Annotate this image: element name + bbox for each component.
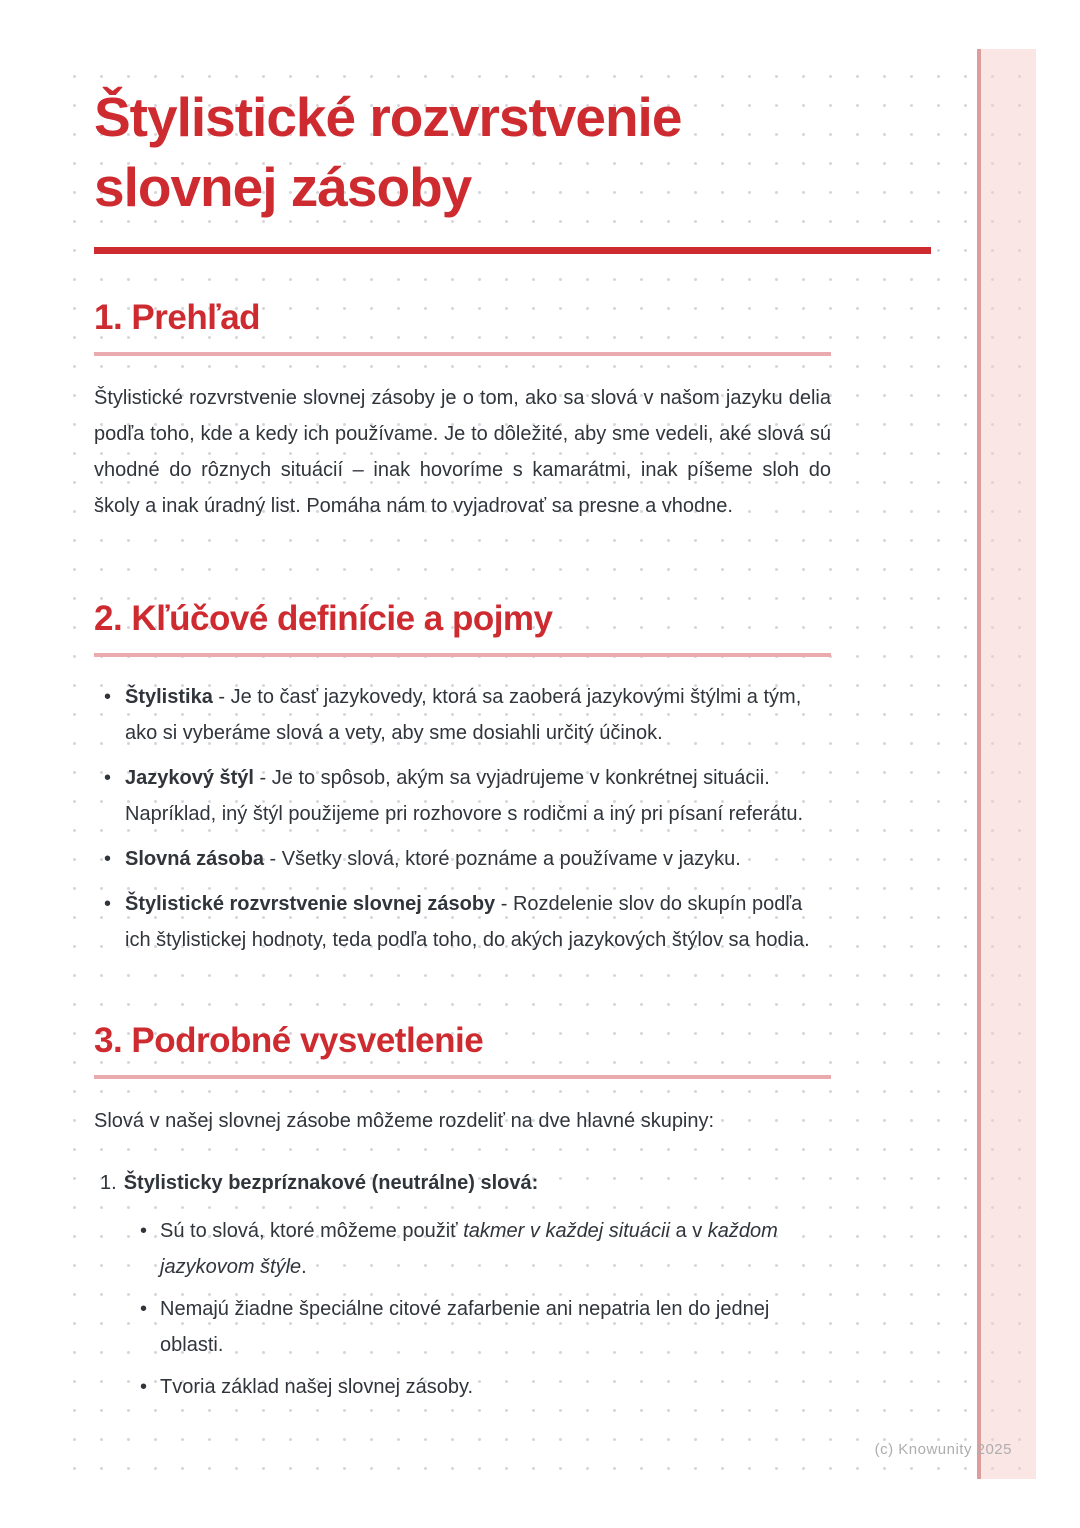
neutral-words-item [160, 1369, 831, 1405]
section-heading-definicie: 2. Kľúčové definície a pojmy [94, 599, 553, 638]
text-run: a v [669, 1220, 708, 1242]
definition-item: • Štylistika - Je to časť jazykovedy, ktorá sa zaoberá jazykovými štýlmi a tým, ako si vyberáme slová a vety, aby sme dosiahli určitý účinok. [125, 679, 831, 751]
right-accent-strip [977, 49, 1036, 1479]
definition-term: Štylistika [125, 686, 213, 708]
numbered-item-neutral-words [100, 1165, 931, 1201]
page-title-line-2: slovnej zásoby [94, 156, 472, 218]
text-run: . [301, 1256, 307, 1278]
text-run: Tvoria základ našej slovnej zásoby. [160, 1376, 474, 1398]
section-heading-underline [94, 653, 831, 657]
definition-item: • Štylistické rozvrstvenie slovnej zásoby - Rozdelenie slov do skupín podľa ich štylistickej hodnoty, teda podľa toho, do akých jazykových štýlov sa hodia. [125, 886, 831, 958]
definition-term: Štylistické rozvrstvenie slovnej zásoby [125, 893, 496, 915]
page-title [94, 82, 931, 222]
section-heading-prehlad: 1. Prehľad [94, 298, 261, 337]
watermark: (c) Knowunity 2025 [874, 1441, 1012, 1458]
numbered-item-label: Štylisticky bezpríznakové (neutrálne) slová: [123, 1172, 539, 1194]
section-heading-underline [94, 1075, 831, 1079]
italic-run: každom jazykovom štýle [160, 1220, 778, 1278]
page-title-line-1: Štylistické rozvrstvenie [94, 86, 682, 148]
section-heading-underline [94, 352, 831, 356]
definition-item: • Jazykový štýl - Je to spôsob, akým sa vyjadrujeme v konkrétnej situácii. Napríklad, iný štýl použijeme pri rozhovore s rodičmi a iný pri písaní referátu. [125, 760, 831, 832]
section-definicie [94, 598, 931, 958]
notes-sheet [49, 49, 1036, 1479]
definition-item: • Slovná zásoba - Všetky slová, ktoré poznáme a používame v jazyku. [125, 841, 831, 877]
definition-term: Jazykový štýl [125, 767, 254, 789]
section-prehlad [94, 297, 931, 524]
numbered-item-number: 1. [100, 1172, 117, 1194]
definition-term: Slovná zásoba [125, 848, 264, 870]
text-run: Nemajú žiadne špeciálne citové zafarbenie ani nepatria len do jednej oblasti. [160, 1298, 770, 1356]
section-heading-vysvetlenie: 3. Podrobné vysvetlenie [94, 1021, 484, 1060]
italic-run: takmer v každej situácii [463, 1220, 670, 1242]
title-rule [94, 247, 931, 254]
explanation-intro: Slová v našej slovnej zásobe môžeme rozdeliť na dve hlavné skupiny: [94, 1110, 715, 1132]
section-vysvetlenie [94, 1020, 931, 1405]
overview-paragraph: Štylistické rozvrstvenie slovnej zásoby je o tom, ako sa slová v našom jazyku delia podľa toho, kde a kedy ich používame. Je to dôležité, aby sme vedeli, aké slová sú vhodné do rôznych situácií – inak hovoríme s kamarátmi, inak píšeme sloh do školy a inak úradný list. Pomáha nám to vyjadrovať sa presne a vhodne. [94, 387, 831, 517]
document-content [94, 49, 931, 1411]
neutral-words-list [94, 1213, 831, 1405]
text-run: Sú to slová, ktoré môžeme použiť [160, 1220, 464, 1242]
neutral-words-item [160, 1213, 831, 1285]
neutral-words-item [160, 1291, 831, 1363]
definitions-list [94, 679, 831, 958]
